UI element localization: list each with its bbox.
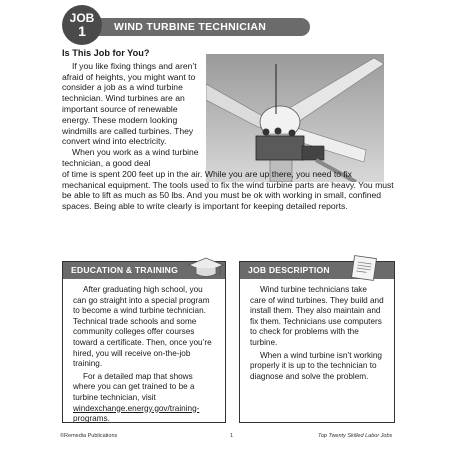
intro-paragraph-1: If you like fixing things and aren’t afraid of heights, you might want to consider a job as a wind turbine technician. Wind turbines are an important source of renewable energy. These modern looking windmills are called turbines. They convert wind into electricity. bbox=[62, 60, 197, 147]
education-paragraph-2-text: For a detailed map that shows where you can get trained to be a turbine technician, visit bbox=[73, 371, 195, 402]
footer-page-number: 1 bbox=[230, 433, 234, 439]
graduation-cap-icon bbox=[187, 256, 225, 280]
education-paragraph-1: After graduating high school, you can go straight into a special program to become a wind turbine technician. Technical trade schools and some community colleges offer courses toward a certificate. Then, once you’re hired, you will receive on-the-job training. bbox=[73, 285, 212, 369]
intro-heading: Is This Job for You? bbox=[62, 48, 150, 58]
job-description-box bbox=[239, 261, 395, 423]
footer-copyright: ©Remedia Publications bbox=[60, 433, 118, 439]
job-description-paragraph-2: When a wind turbine isn’t working properly it is up to the technician to diagnose and solve the problem. bbox=[250, 350, 382, 381]
job-description-paragraph-1: Wind turbine technicians take care of wind turbines. They build and install them. They also maintain and fix them. Technicians use computers to check for problems with the turbine. bbox=[250, 285, 384, 347]
job-description-title: JOB DESCRIPTION bbox=[240, 262, 394, 279]
intro-section bbox=[62, 48, 394, 212]
training-programs-link[interactable]: windexchange.energy.gov/training-programs bbox=[73, 403, 200, 424]
footer-book-title: Top Twenty Skilled Labor Jobs bbox=[318, 433, 393, 439]
job-number-badge bbox=[62, 5, 102, 45]
document-icon bbox=[350, 254, 380, 282]
job-number: 1 bbox=[78, 23, 86, 39]
education-paragraph-2 bbox=[73, 372, 215, 425]
page-title: WIND TURBINE TECHNICIAN bbox=[92, 18, 310, 36]
job-word: JOB bbox=[69, 11, 95, 25]
education-training-box bbox=[62, 261, 226, 423]
education-title: EDUCATION & TRAINING bbox=[63, 262, 225, 279]
intro-paragraph-2-start: When you work as a wind turbine technician, a good deal bbox=[62, 147, 199, 168]
education-paragraph-2-end: . bbox=[107, 414, 110, 424]
intro-paragraph-2-rest: of time is spent 200 feet up in the air. While you are up there, you need to fix mechanical equipment. The tools used to fix the wind turbine parts are heavy. You must be able to lift as much as 50 lbs. And you must be ok with working in small, confined spaces. Being able to write clearly is important for keeping detailed reports. bbox=[62, 168, 394, 212]
